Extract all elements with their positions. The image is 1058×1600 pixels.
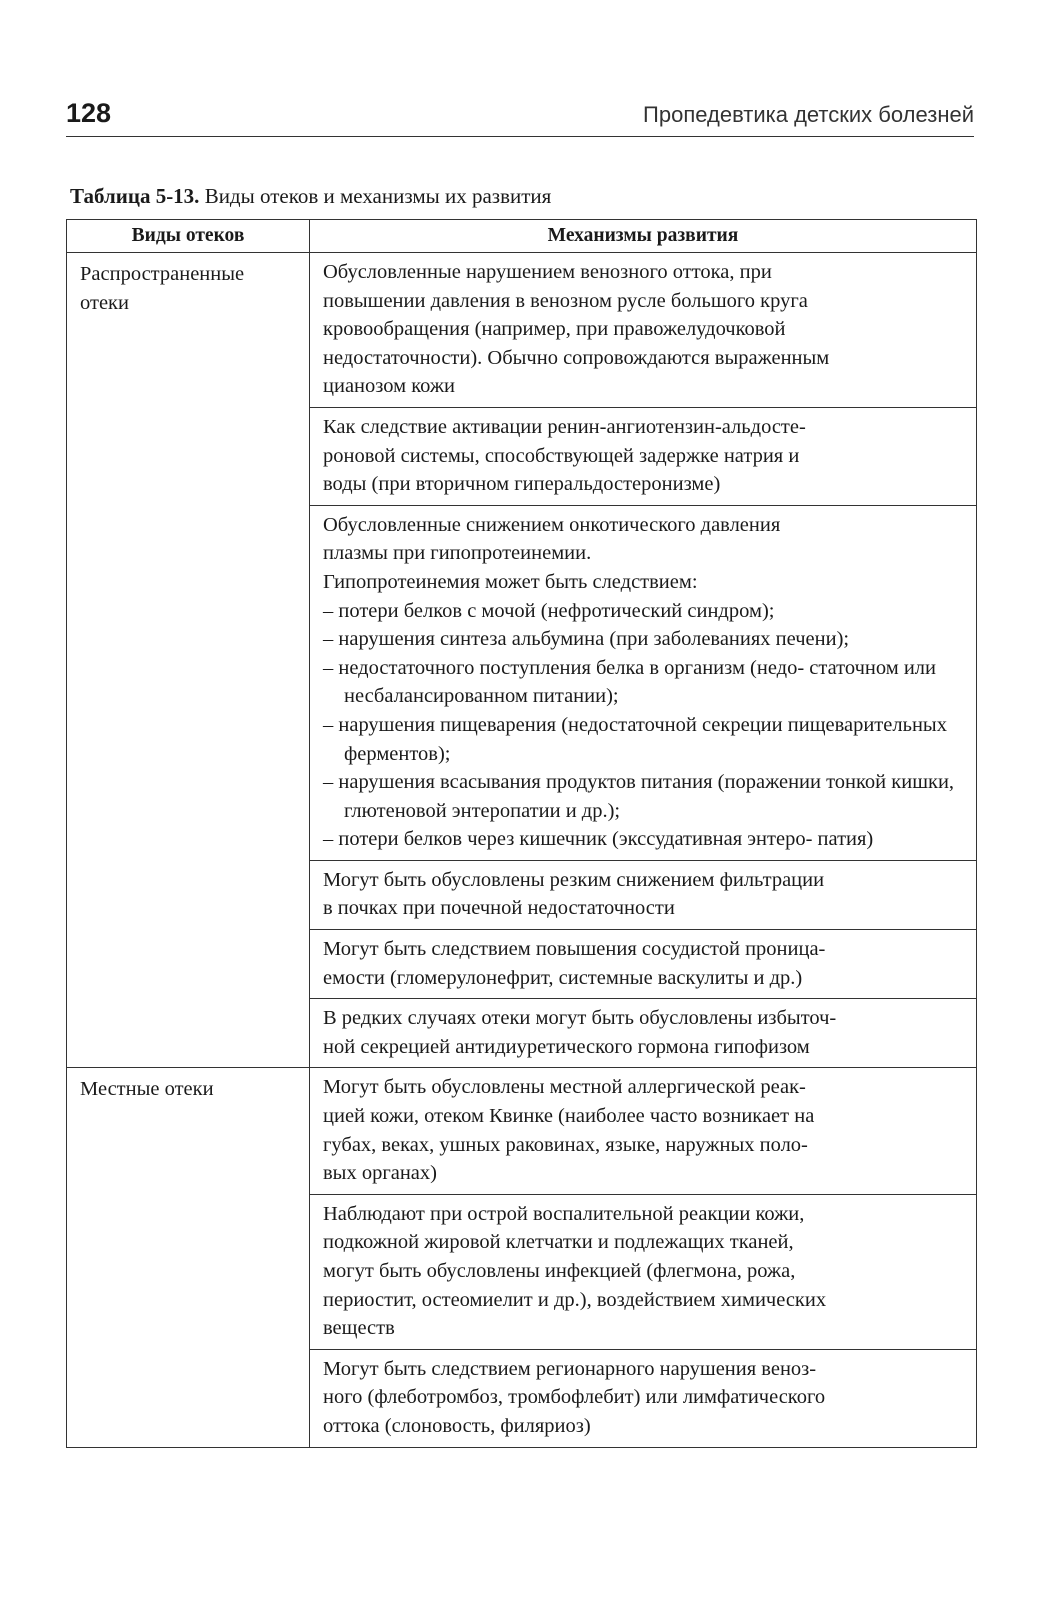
- mechanism-text-line: веществ: [323, 1317, 395, 1340]
- mechanism-cell: [310, 1349, 977, 1447]
- mechanism-text-line: Могут быть обусловлены резким снижением фильтрации: [323, 868, 825, 891]
- mechanism-list-item: – потери белков с мочой (нефротический синдром);: [323, 599, 775, 622]
- edema-type-cell: [67, 1068, 310, 1447]
- mechanism-text-line: в почках при почечной недостаточности: [323, 897, 675, 920]
- table-caption-title: Виды отеков и механизмы их развития: [199, 184, 552, 208]
- mechanism-text-line: повышении давления в венозном русле большого круга: [323, 289, 808, 312]
- mechanism-text-line: могут быть обусловлены инфекцией (флегмона, рожа,: [323, 1260, 796, 1282]
- column-header-types: Виды отеков: [67, 220, 310, 253]
- page-header: [66, 96, 974, 137]
- mechanism-text-line: ной секрецией антидиуретического гормона гипофизом: [323, 1035, 810, 1058]
- mechanism-text-line: подкожной жировой клетчатки и подлежащих тканей,: [323, 1231, 794, 1254]
- mechanism-list-item: – потери белков через кишечник (экссудативная энтеро- патия): [323, 828, 874, 851]
- table-caption: [70, 184, 551, 209]
- mechanism-text-line: Могут быть следствием регионарного нарушения веноз-: [323, 1357, 817, 1380]
- mechanism-text-line: роновой системы, способствующей задержке натрия и: [323, 444, 800, 467]
- mechanism-cell: [310, 930, 977, 999]
- table-header-row: [67, 220, 977, 253]
- mechanism-text-line: периостит, остеомиелит и др.), воздействием химических: [323, 1288, 827, 1311]
- mechanism-text-line: воды (при вторичном гиперальдостеронизме): [323, 473, 721, 496]
- mechanism-text-line: Обусловленные снижением онкотического давления: [323, 513, 781, 536]
- mechanism-cell: [310, 407, 977, 505]
- mechanism-cell: [310, 1194, 977, 1349]
- edema-type-text: отеки: [80, 291, 129, 314]
- edema-table: [66, 219, 977, 1448]
- mechanism-text-line: губах, веках, ушных раковинах, языке, наружных поло-: [323, 1133, 808, 1156]
- mechanism-text-line: Как следствие активации ренин-ангиотензин-альдосте-: [323, 415, 806, 438]
- running-head: Пропедевтика детских болезней: [643, 102, 974, 127]
- mechanism-list-item: – нарушения пищеварения (недостаточной секреции пищеварительных ферментов);: [323, 713, 947, 765]
- mechanism-list-item: – нарушения всасывания продуктов питания (поражении тонкой кишки, глютеновой энтеропатии и др.);: [323, 771, 955, 822]
- mechanism-text-line: Могут быть обусловлены местной аллергической реак-: [323, 1076, 806, 1099]
- table-row: [67, 1068, 977, 1194]
- mechanism-cell: [310, 860, 977, 929]
- edema-type-text: Распространенные: [80, 263, 245, 285]
- mechanism-text-line: В редких случаях отеки могут быть обусловлены избыточ-: [323, 1007, 837, 1030]
- table-body: [67, 253, 977, 1448]
- mechanism-text-line: цианозом кожи: [323, 375, 455, 398]
- mechanism-text-line: Могут быть следствием повышения сосудистой проница-: [323, 938, 826, 961]
- mechanism-list-item: – нарушения синтеза альбумина (при заболеваниях печени);: [323, 628, 850, 651]
- edema-type-text: Местные отеки: [80, 1078, 214, 1101]
- page-number: 128: [66, 98, 112, 128]
- mechanism-text-line: недостаточности). Обычно сопровождаются выраженным: [323, 346, 830, 369]
- table-row: [67, 253, 977, 408]
- mechanism-text-line: Гипопротеинемия может быть следствием:: [323, 570, 698, 593]
- column-header-mechanisms: Механизмы развития: [310, 220, 977, 253]
- table-caption-label: Таблица 5-13.: [70, 184, 200, 208]
- mechanism-cell: [310, 253, 977, 408]
- mechanism-text-line: вых органах): [323, 1162, 437, 1185]
- mechanism-text-line: оттока (слоновость, филяриоз): [323, 1414, 591, 1437]
- mechanism-text-line: Обусловленные нарушением венозного оттока, при: [323, 261, 772, 283]
- edema-type-cell: [67, 253, 310, 1068]
- mechanism-text-line: Наблюдают при острой воспалительной реакции кожи,: [323, 1202, 805, 1225]
- mechanism-list-item: – недостаточного поступления белка в организм (недо- статочном или несбалансированном питании);: [323, 656, 936, 708]
- mechanism-text-line: цией кожи, отеком Квинке (наиболее часто возникает на: [323, 1105, 815, 1128]
- mechanism-cell: [310, 999, 977, 1068]
- mechanism-text-line: ного (флеботромбоз, тромбофлебит) или лимфатического: [323, 1386, 826, 1409]
- mechanism-text-line: емости (гломерулонефрит, системные васкулиты и др.): [323, 966, 803, 989]
- mechanism-text-line: плазмы при гипопротеинемии.: [323, 542, 592, 565]
- mechanism-text-line: кровообращения (например, при правожелудочковой: [323, 318, 786, 341]
- mechanism-cell: [310, 505, 977, 860]
- mechanism-cell: [310, 1068, 977, 1194]
